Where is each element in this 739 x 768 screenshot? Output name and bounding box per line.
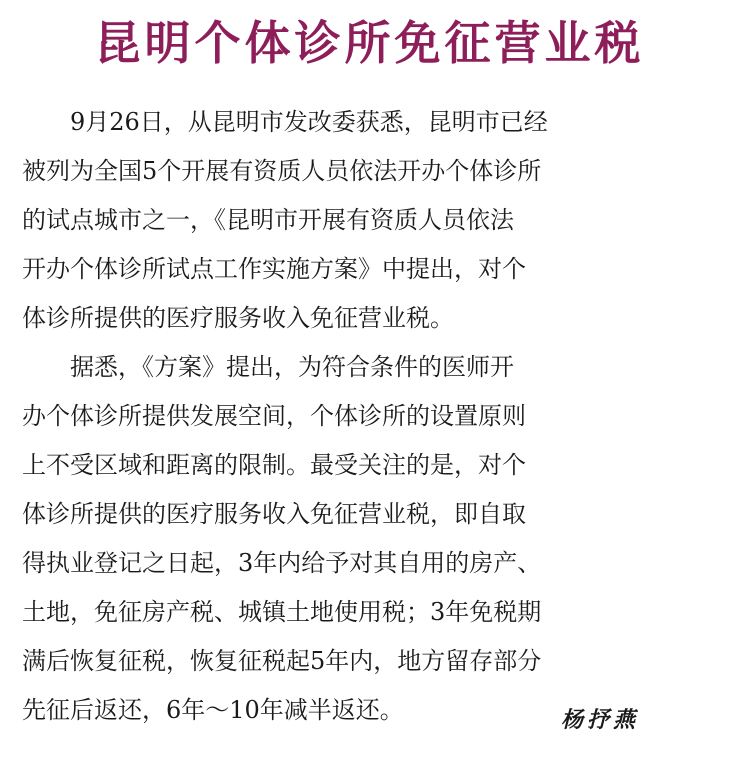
body-line: 开办个体诊所试点工作实施方案》中提出，对个 xyxy=(22,255,526,283)
body-line: 办个体诊所提供发展空间，个体诊所的设置原则 xyxy=(22,402,526,430)
article-headline: 昆明个体诊所免征营业税 xyxy=(94,16,645,70)
body-line: 9月26日，从昆明市发改委获悉，昆明市已经 xyxy=(22,108,548,136)
body-line: 上不受区域和距离的限制。最受关注的是，对个 xyxy=(22,451,526,479)
body-line: 得执业登记之日起，3年内给予对其自用的房产、 xyxy=(22,549,542,577)
body-line: 据悉，《方案》提出，为符合条件的医师开 xyxy=(22,353,514,381)
body-line: 土地，免征房产税、城镇土地使用税；3年免税期 xyxy=(22,598,542,626)
author-byline: 杨抒燕 xyxy=(560,707,639,733)
body-line: 的试点城市之一，《昆明市开展有资质人员依法 xyxy=(22,206,514,234)
body-line: 体诊所提供的医疗服务收入免征营业税，即自取 xyxy=(22,500,526,528)
body-line: 被列为全国5个开展有资质人员依法开办个体诊所 xyxy=(22,157,542,185)
body-line: 体诊所提供的医疗服务收入免征营业税。 xyxy=(22,304,454,332)
body-line: 先征后返还，6年～10年减半返还。 xyxy=(22,696,404,724)
body-line: 满后恢复征税，恢复征税起5年内，地方留存部分 xyxy=(22,647,542,675)
